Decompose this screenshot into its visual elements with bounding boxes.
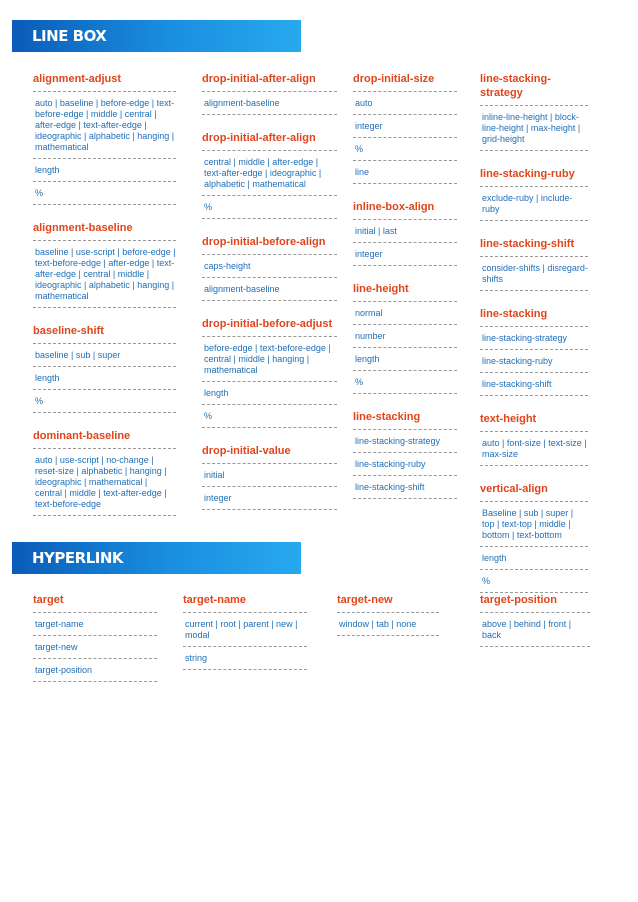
property-value: central | middle | after-edge | text-after-edge | ideographic | alphabetic | mathematical [202, 155, 337, 196]
property-value: length [480, 551, 588, 570]
property-value: number [353, 329, 457, 348]
property-value: exclude-ruby | include-ruby [480, 191, 588, 221]
property-block [480, 482, 588, 593]
property-spacer [202, 432, 337, 444]
property-spacer [353, 270, 457, 282]
line-box-column-3 [353, 72, 457, 503]
property-value: length [353, 352, 457, 371]
property-value: line-stacking-ruby [480, 354, 588, 373]
line-box-column-1 [33, 72, 176, 520]
property-value: line-stacking-strategy [353, 434, 457, 453]
property-spacer [33, 312, 176, 324]
property-block [480, 167, 588, 221]
property-name: line-stacking-shift [480, 237, 588, 257]
property-value: current | root | parent | new | modal [183, 617, 307, 647]
hyperlink-column-1 [33, 593, 157, 686]
property-value: auto | font-size | text-size | max-size [480, 436, 588, 466]
property-block [33, 221, 176, 308]
property-value: baseline | sub | super [33, 348, 176, 367]
property-block [480, 593, 590, 647]
property-spacer [480, 470, 588, 482]
property-value: baseline | use-script | before-edge | text-before-edge | after-edge | text-after-edge | central | middle | ideographic | alphabetic | hanging | mathematical [33, 245, 176, 308]
section-banner-hyperlink [12, 542, 301, 574]
property-value: initial [202, 468, 337, 487]
property-value: integer [202, 491, 337, 510]
property-name: line-stacking [480, 307, 588, 327]
property-block [480, 237, 588, 291]
property-value: length [33, 163, 176, 182]
property-block [480, 412, 588, 466]
property-value: alignment-baseline [202, 96, 337, 115]
property-value: Baseline | sub | super | top | text-top | middle | bottom | text-bottom [480, 506, 588, 547]
property-spacer [202, 305, 337, 317]
property-name: drop-initial-value [202, 444, 337, 464]
property-value: integer [353, 247, 457, 266]
property-block [183, 593, 307, 670]
property-value: length [202, 386, 337, 405]
property-block [33, 429, 176, 516]
property-name: drop-initial-size [353, 72, 457, 92]
property-name: target-new [337, 593, 439, 613]
property-block [353, 410, 457, 499]
property-spacer [480, 400, 588, 412]
property-spacer [353, 398, 457, 410]
property-value: initial | last [353, 224, 457, 243]
property-block [353, 282, 457, 394]
property-value: alignment-baseline [202, 282, 337, 301]
property-name: target-position [480, 593, 590, 613]
property-value: normal [353, 306, 457, 325]
property-value: window | tab | none [337, 617, 439, 636]
property-value: integer [353, 119, 457, 138]
property-spacer [33, 209, 176, 221]
property-name: line-stacking-ruby [480, 167, 588, 187]
property-name: vertical-align [480, 482, 588, 502]
property-value: before-edge | text-before-edge | central | middle | hanging | mathematical [202, 341, 337, 382]
property-value: % [353, 142, 457, 161]
property-block [353, 72, 457, 184]
property-name: target-name [183, 593, 307, 613]
property-value: inline-line-height | block-line-height | max-height | grid-height [480, 110, 588, 151]
property-value: string [183, 651, 307, 670]
property-value: line-stacking-shift [353, 480, 457, 499]
property-block [33, 72, 176, 205]
property-value: length [33, 371, 176, 390]
property-value: line-stacking-shift [480, 377, 588, 396]
property-block [480, 307, 588, 396]
property-value: line [353, 165, 457, 184]
property-name: drop-initial-after-align [202, 72, 337, 92]
line-box-column-2 [202, 72, 337, 514]
property-block [33, 324, 176, 413]
property-value: consider-shifts | disregard-shifts [480, 261, 588, 291]
property-spacer [353, 188, 457, 200]
property-block [202, 444, 337, 510]
property-name: line-stacking-strategy [480, 72, 588, 106]
property-block [202, 72, 337, 115]
property-spacer [480, 155, 588, 167]
hyperlink-column-4 [480, 593, 590, 651]
hyperlink-column-3 [337, 593, 439, 640]
hyperlink-column-2 [183, 593, 307, 674]
property-name: inline-box-align [353, 200, 457, 220]
property-value: % [202, 409, 337, 428]
line-box-column-4 [480, 72, 588, 597]
property-value: auto [353, 96, 457, 115]
property-value: above | behind | front | back [480, 617, 590, 647]
property-block [480, 72, 588, 151]
property-name: drop-initial-after-align [202, 131, 337, 151]
property-value: target-new [33, 640, 157, 659]
property-value: % [33, 394, 176, 413]
property-value: % [353, 375, 457, 394]
property-name: alignment-baseline [33, 221, 176, 241]
property-name: alignment-adjust [33, 72, 176, 92]
property-name: baseline-shift [33, 324, 176, 344]
section-banner-line-box [12, 20, 301, 52]
property-name: drop-initial-before-adjust [202, 317, 337, 337]
property-value: % [33, 186, 176, 205]
section-title: LINE BOX [32, 27, 107, 45]
property-spacer [33, 417, 176, 429]
property-block [202, 235, 337, 301]
property-value: target-name [33, 617, 157, 636]
property-value: auto | baseline | before-edge | text-before-edge | middle | central | after-edge | text-after-edge | ideographic | alphabetic | hanging | mathematical [33, 96, 176, 159]
property-spacer [202, 119, 337, 131]
property-name: text-height [480, 412, 588, 432]
property-value: target-position [33, 663, 157, 682]
property-block [337, 593, 439, 636]
property-value: auto | use-script | no-change | reset-size | alphabetic | hanging | ideographic | mathematical | central | middle | text-after-edge | text-before-edge [33, 453, 176, 516]
property-name: target [33, 593, 157, 613]
property-value: % [202, 200, 337, 219]
property-name: dominant-baseline [33, 429, 176, 449]
property-name: drop-initial-before-align [202, 235, 337, 255]
property-spacer [480, 295, 588, 307]
property-value: line-stacking-ruby [353, 457, 457, 476]
property-block [202, 131, 337, 219]
property-value: % [480, 574, 588, 593]
property-name: line-height [353, 282, 457, 302]
property-spacer [480, 225, 588, 237]
property-value: line-stacking-strategy [480, 331, 588, 350]
section-title: HYPERLINK [32, 549, 124, 567]
property-block [33, 593, 157, 682]
property-block [353, 200, 457, 266]
property-value: caps-height [202, 259, 337, 278]
property-spacer [202, 223, 337, 235]
property-block [202, 317, 337, 428]
property-name: line-stacking [353, 410, 457, 430]
